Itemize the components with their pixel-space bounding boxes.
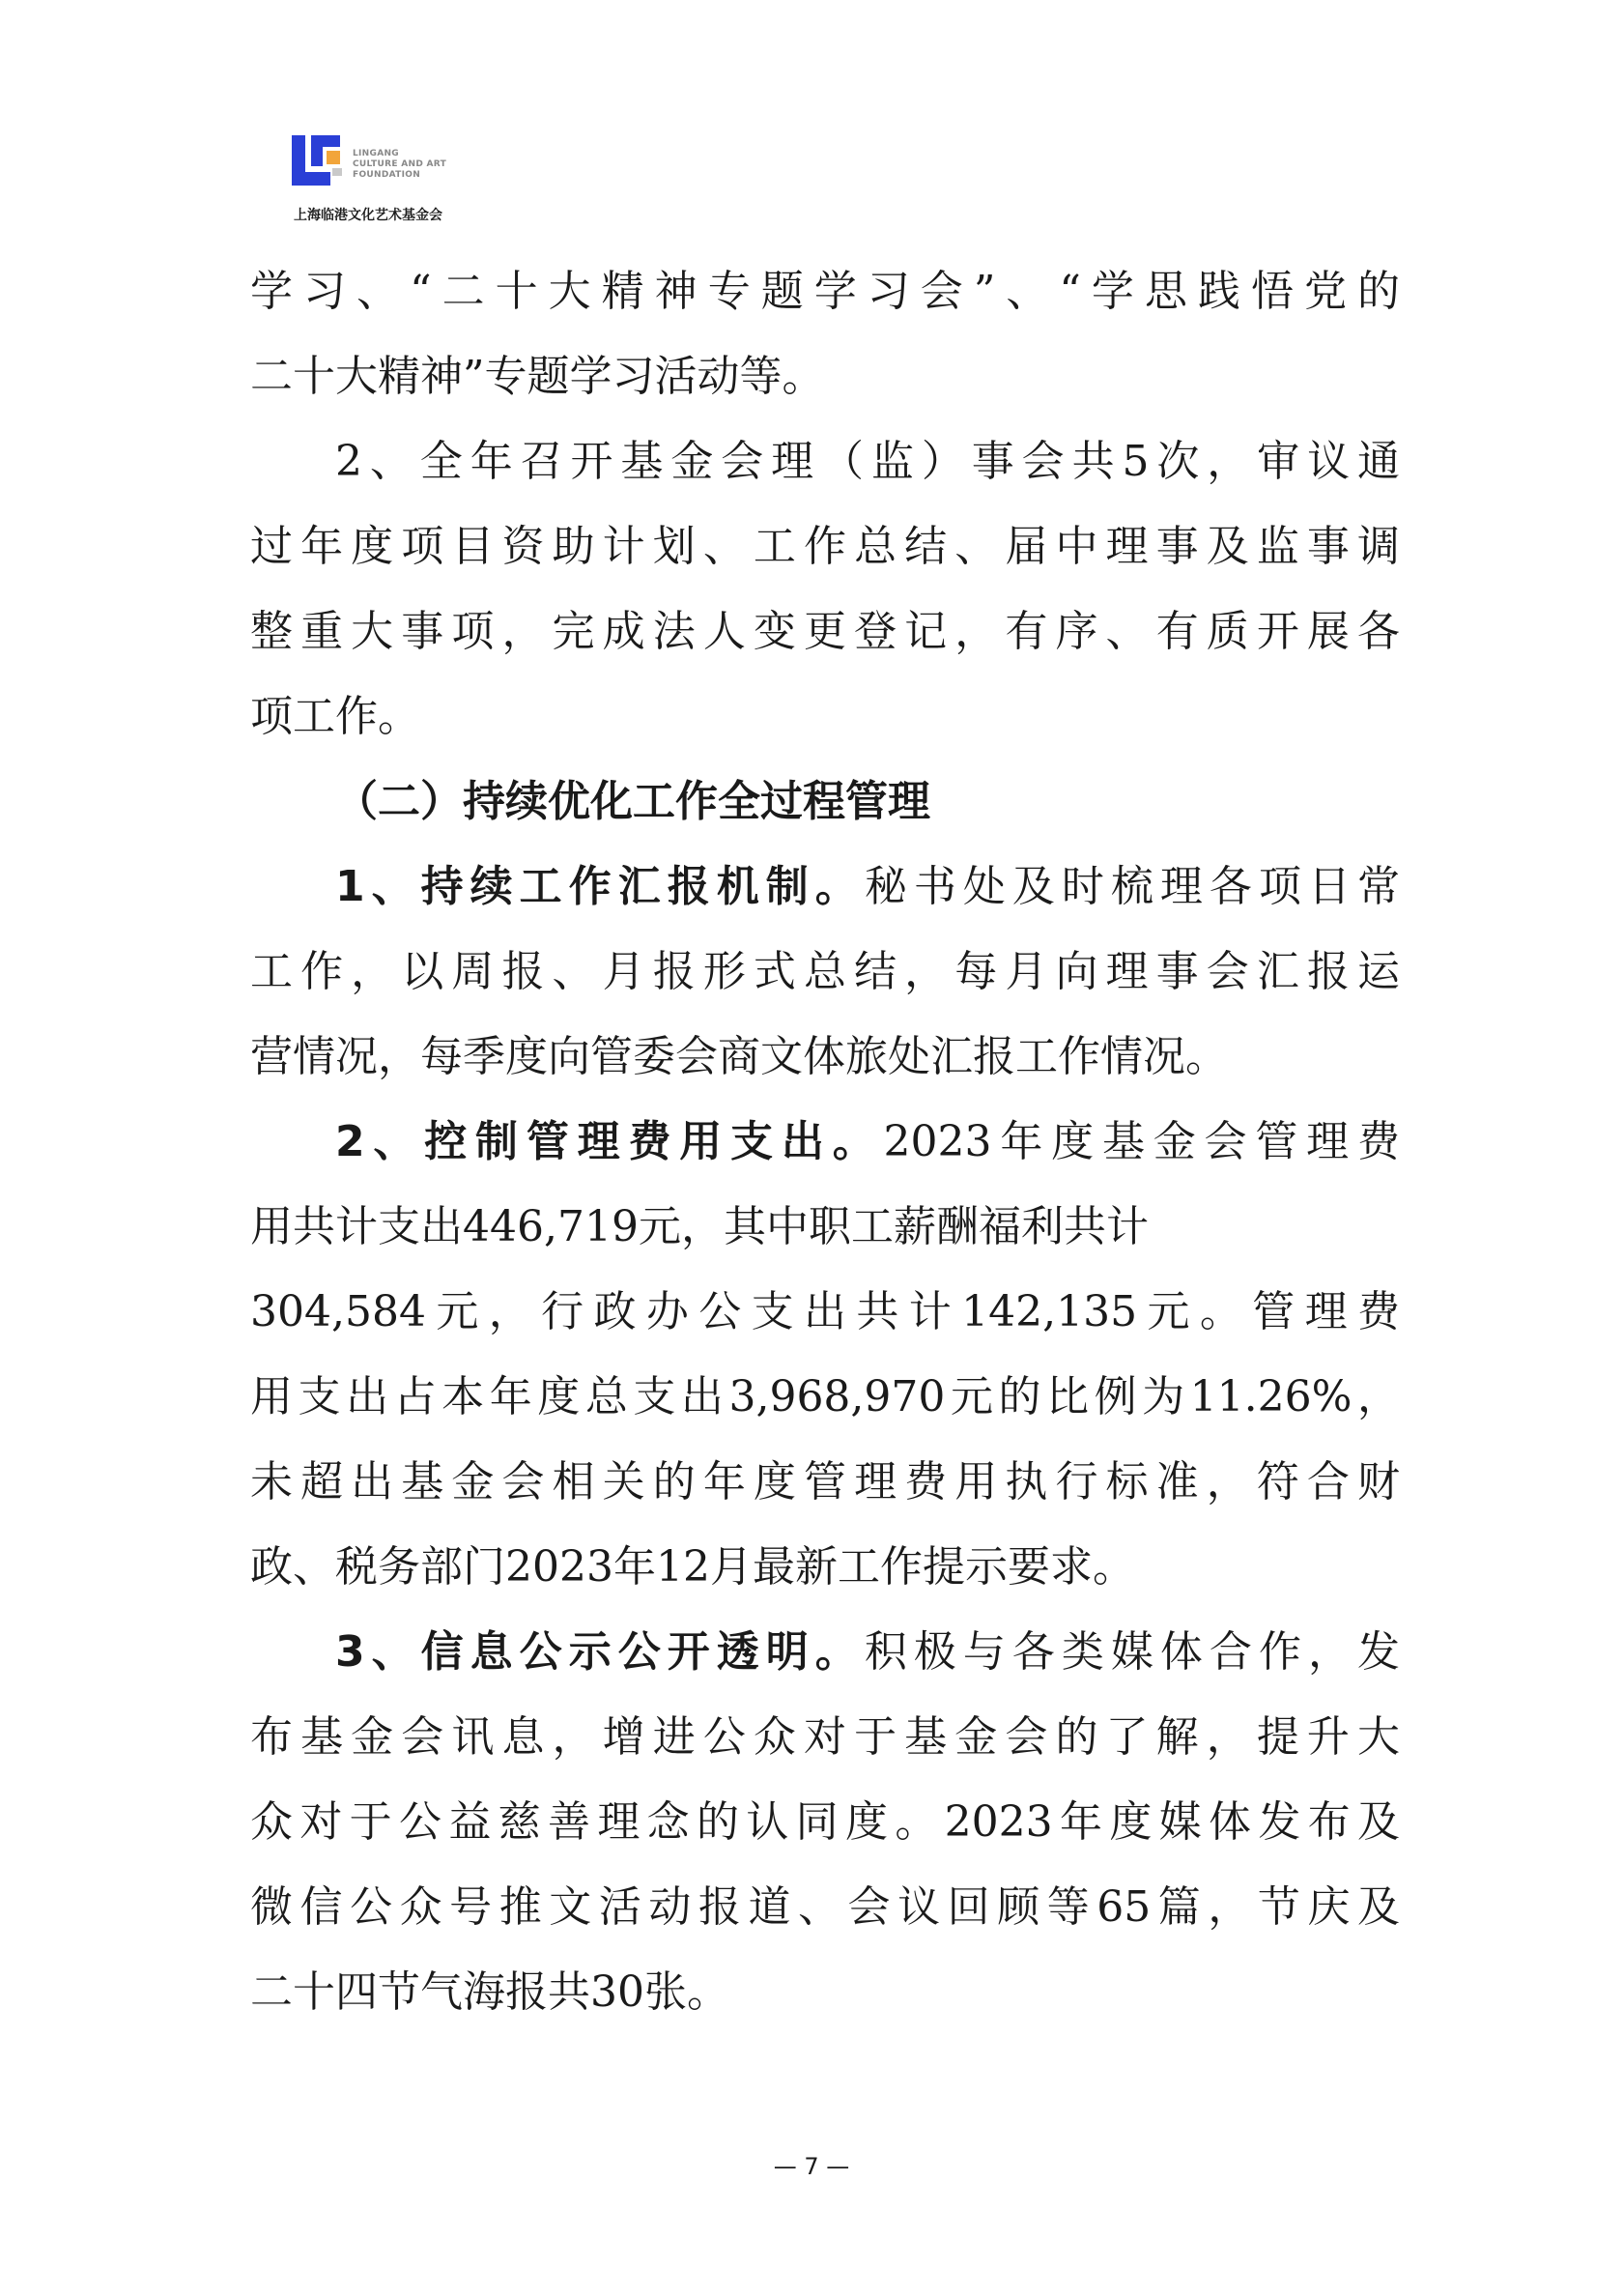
- section-heading: （二）持续优化工作全过程管理: [335, 777, 930, 826]
- text-line: 3、信息公示公开透明。积极与各类媒体合作，发: [335, 1627, 1400, 1677]
- text-line: 微信公众号推文活动报道、会议回顾等65篇，节庆及: [250, 1882, 1400, 1932]
- text-line: 304,584元，行政办公支出共计142,135元。管理费: [250, 1287, 1400, 1336]
- text-line: 未超出基金会相关的年度管理费用执行标准，符合财: [250, 1457, 1400, 1507]
- foundation-logo: [292, 133, 485, 226]
- text-line: 1、持续工作汇报机制。秘书处及时梳理各项日常: [335, 862, 1400, 911]
- text-line: 政、税务部门2023年12月最新工作提示要求。: [250, 1542, 1135, 1592]
- text-line: 2、全年召开基金会理（监）事会共5次，审议通: [335, 437, 1400, 486]
- foundation-logo-mark-icon: [292, 133, 346, 187]
- text-line: 二十大精神”专题学习活动等。: [250, 352, 825, 401]
- text-line: 用共计支出446,719元，其中职工薪酬福利共计: [250, 1202, 1149, 1251]
- foundation-logo-english-name: LINGANG CULTURE AND ART FOUNDATION: [353, 149, 447, 180]
- document-body: [250, 249, 1400, 2035]
- text-line: 工作，以周报、月报形式总结，每月向理事会汇报运: [250, 947, 1400, 996]
- foundation-logo-chinese-name: 上海临港文化艺术基金会: [294, 208, 442, 223]
- text-line: 2、控制管理费用支出。2023年度基金会管理费: [335, 1117, 1400, 1166]
- text-line: 布基金会讯息，增进公众对于基金会的了解，提升大: [250, 1712, 1400, 1762]
- paragraph-title: 3、信息公示公开透明。: [335, 1627, 865, 1677]
- text-line: 过年度项目资助计划、工作总结、届中理事及监事调: [250, 522, 1400, 571]
- page-number: — 7 —: [773, 2153, 850, 2180]
- paragraph-title: 1、持续工作汇报机制。: [335, 862, 865, 911]
- paragraph-title: 2、控制管理费用支出。: [335, 1117, 884, 1166]
- text-line: 学习、“二十大精神专题学习会”、“学思践悟党的: [250, 267, 1400, 316]
- text-line: 整重大事项，完成法人变更登记，有序、有质开展各: [250, 607, 1400, 656]
- text-line: 项工作。: [250, 692, 420, 741]
- text-line: 营情况，每季度向管委会商文体旅处汇报工作情况。: [250, 1032, 1228, 1081]
- text-line: 众对于公益慈善理念的认同度。2023年度媒体发布及: [250, 1797, 1400, 1847]
- text-line: 二十四节气海报共30张。: [250, 1967, 729, 2017]
- text-line: 用支出占本年度总支出3,968,970元的比例为11.26%，: [250, 1372, 1400, 1421]
